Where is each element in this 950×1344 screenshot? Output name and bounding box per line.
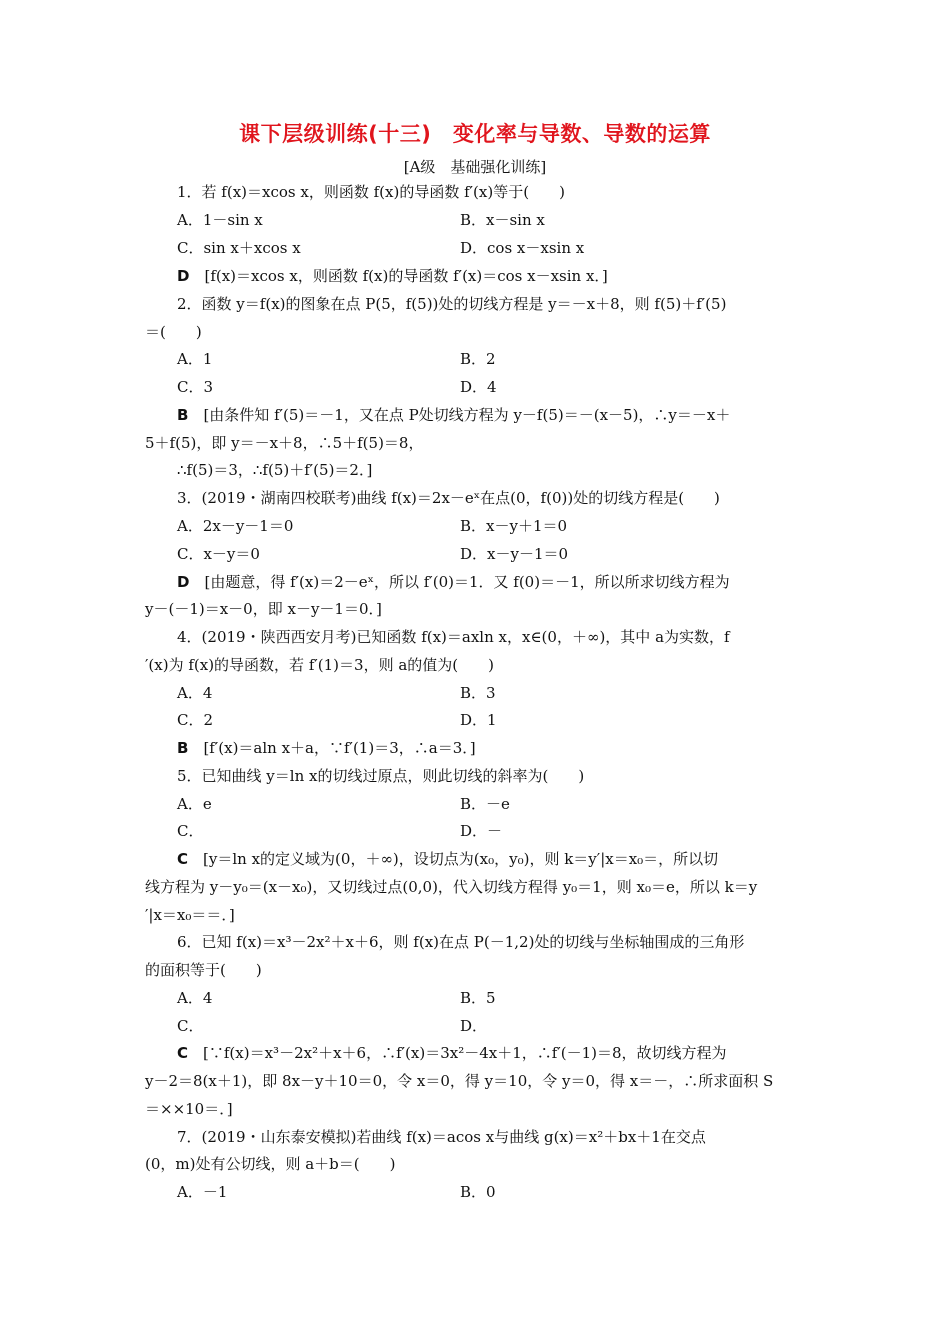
option-b: B．2	[460, 350, 496, 368]
answer-letter: B	[177, 739, 189, 757]
question-6-stem: 6．已知 f(x)＝x³－2x²＋x＋6，则 f(x)在点 P(－1,2)处的切线与坐标轴围成的三角形	[177, 933, 745, 951]
option-b: B．3	[460, 684, 496, 702]
option-b: B．x－sin x	[460, 211, 545, 229]
question-1-stem: 1．若 f(x)＝xcos x，则函数 f(x)的导函数 f′(x)等于( )	[177, 183, 565, 201]
answer-explanation-cont: ′|x＝x₀＝＝．]	[145, 906, 235, 924]
question-4-stem: 4．(2019・陕西西安月考)已知函数 f(x)＝axln x，x∈(0，＋∞)，其中 a为实数，f	[177, 628, 730, 646]
answer-letter: D	[177, 573, 190, 591]
option-c: C．	[177, 1017, 204, 1035]
option-a: A．4	[177, 684, 213, 702]
option-a: A．e	[177, 795, 212, 813]
option-d: D．4	[460, 378, 497, 396]
option-d: D．x－y－1＝0	[460, 545, 569, 563]
answer-line	[177, 738, 476, 758]
question-7-stem: 7．(2019・山东泰安模拟)若曲线 f(x)＝acos x与曲线 g(x)＝x²＋bx＋1在交点	[177, 1128, 706, 1146]
option-a: A．1	[177, 350, 213, 368]
option-c: C．	[177, 822, 204, 840]
answer-explanation: [∵f(x)＝x³－2x²＋x＋6，∴f′(x)＝3x²－4x＋1，∴f′(－1)＝8，故切线方程为	[203, 1044, 727, 1062]
option-d: D．1	[460, 711, 497, 729]
answer-explanation: [f′(x)＝aln x＋a，∵f′(1)＝3，∴a＝3．]	[203, 739, 476, 757]
question-7-stem-cont: (0，m)处有公切线，则 a＋b＝( )	[145, 1155, 396, 1173]
option-b: B．5	[460, 989, 496, 1007]
question-2-stem-cont: ＝( )	[145, 323, 202, 341]
answer-explanation-cont: y－2＝8(x＋1)，即 8x－y＋10＝0，令 x＝0，得 y＝10，令 y＝0，得 x＝－，∴所求面积 S	[145, 1072, 774, 1090]
option-d: D．	[460, 1017, 488, 1035]
option-c: C．3	[177, 378, 214, 396]
question-6-stem-cont: 的面积等于( )	[145, 961, 262, 979]
question-3-stem: 3．(2019・湖南四校联考)曲线 f(x)＝2x－eˣ在点(0，f(0))处的切线方程是( )	[177, 489, 720, 507]
page-title: 课下层级训练(十三) 变化率与导数、导数的运算	[239, 122, 711, 146]
question-2-stem: 2．函数 y＝f(x)的图象在点 P(5，f(5))处的切线方程是 y＝－x＋8，则 f(5)＋f′(5)	[177, 295, 727, 313]
option-d: D．cos x－xsin x	[460, 239, 585, 257]
answer-explanation-cont: ＝××10＝．]	[145, 1100, 233, 1118]
answer-line	[177, 405, 730, 425]
option-d: D．－	[460, 822, 503, 840]
answer-line	[177, 1043, 727, 1063]
option-b: B．－e	[460, 795, 510, 813]
answer-line	[177, 266, 608, 286]
option-b: B．0	[460, 1183, 496, 1201]
answer-explanation: [由条件知 f′(5)＝－1，又在点 P处切线方程为 y－f(5)＝－(x－5)，∴y＝－x＋	[203, 406, 731, 424]
question-4-stem-cont: ′(x)为 f(x)的导函数，若 f′(1)＝3，则 a的值为( )	[145, 656, 494, 674]
answer-letter: D	[177, 267, 190, 285]
option-a: A．1－sin x	[177, 211, 263, 229]
answer-line	[177, 849, 718, 869]
option-c: C．x－y＝0	[177, 545, 260, 563]
answer-explanation: [f(x)＝xcos x，则函数 f(x)的导函数 f′(x)＝cos x－xsin x．]	[204, 267, 608, 285]
option-c: C．sin x＋xcos x	[177, 239, 301, 257]
answer-explanation-cont: y－(－1)＝x－0，即 x－y－1＝0．]	[145, 600, 382, 618]
answer-explanation: [由题意，得 f′(x)＝2－eˣ，所以 f′(0)＝1．又 f(0)＝－1，所以所求切线方程为	[204, 573, 730, 591]
answer-explanation-cont: 5＋f(5)，即 y＝－x＋8，∴5＋f(5)＝8，	[145, 434, 424, 452]
section-subtitle: [A级 基础强化训练]	[403, 158, 547, 176]
answer-line	[177, 572, 730, 592]
option-a: A．2x－y－1＝0	[177, 517, 294, 535]
answer-letter: C	[177, 850, 189, 868]
answer-explanation-cont: 线方程为 y－y₀＝(x－x₀)，又切线过点(0,0)，代入切线方程得 y₀＝1，则 x₀＝e，所以 k＝y	[145, 878, 758, 896]
question-5-stem: 5．已知曲线 y＝ln x的切线过原点，则此切线的斜率为( )	[177, 767, 585, 785]
answer-letter: B	[177, 406, 189, 424]
option-c: C．2	[177, 711, 214, 729]
answer-letter: C	[177, 1044, 189, 1062]
option-a: A．－1	[177, 1183, 228, 1201]
answer-explanation-cont: ∴f(5)＝3，∴f(5)＋f′(5)＝2．]	[177, 461, 373, 479]
option-a: A．4	[177, 989, 213, 1007]
option-b: B．x－y＋1＝0	[460, 517, 568, 535]
answer-explanation: [y＝ln x的定义域为(0，＋∞)，设切点为(x₀，y₀)，则 k＝y′|x＝x₀＝，所以切	[203, 850, 719, 868]
